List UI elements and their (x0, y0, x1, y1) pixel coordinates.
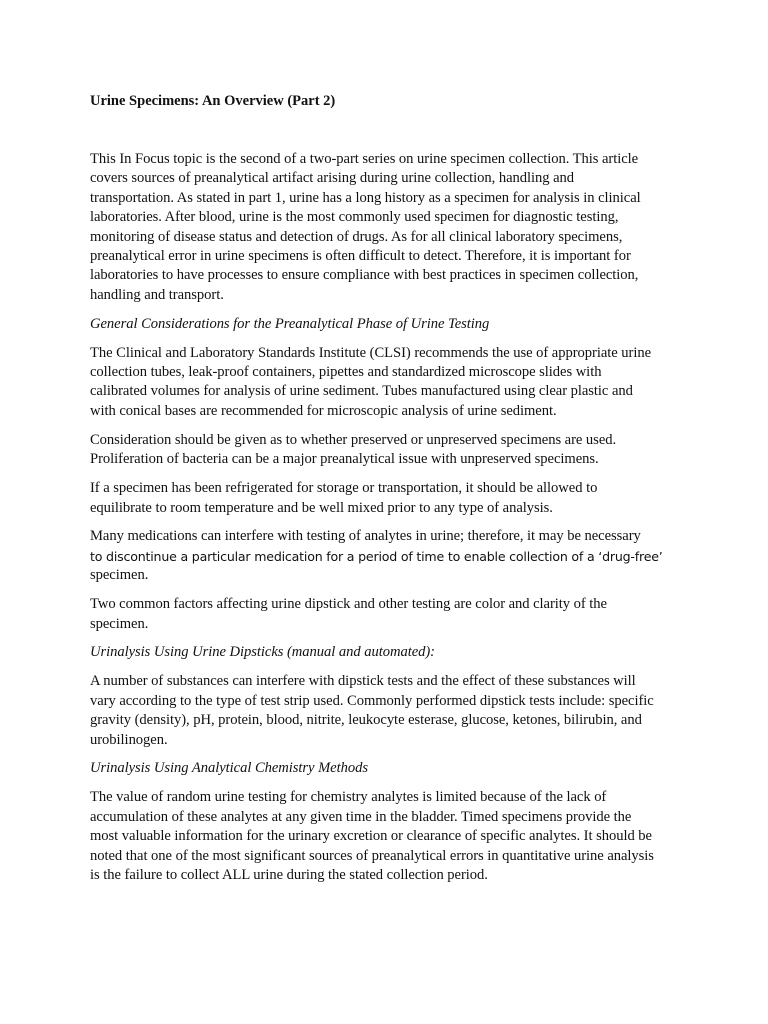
paragraph-line: laboratories to have processes to ensure compliance with best practices in specimen collection, (90, 267, 639, 284)
body-paragraph (90, 479, 690, 518)
section-heading (90, 759, 690, 778)
paragraph-line: vary according to the type of test strip used. Commonly performed dipstick tests include: specific (90, 692, 654, 709)
heading-text: Urinalysis Using Urine Dipsticks (manual and automated): (90, 644, 435, 661)
paragraph-line: The Clinical and Laboratory Standards Institute (CLSI) recommends the use of appropriate urine (90, 344, 652, 361)
paragraph-line: A number of substances can interfere with dipstick tests and the effect of these substances will (90, 673, 636, 690)
paragraph-line: noted that one of the most significant sources of preanalytical errors in quantitative urine analysis (90, 847, 654, 864)
paragraph-line: covers sources of preanalytical artifact arising during urine collection, handling and (90, 170, 575, 187)
paragraph-line: gravity (density), pH, protein, blood, nitrite, leukocyte esterase, glucose, ketones, bilirubin, and (90, 712, 642, 729)
body-paragraph (90, 344, 690, 422)
paragraph-line: If a specimen has been refrigerated for storage or transportation, it should be allowed to (90, 480, 598, 497)
paragraph-line: monitoring of disease status and detection of drugs. As for all clinical laboratory specimens, (90, 228, 623, 245)
paragraph-line: This In Focus topic is the second of a two-part series on urine specimen collection. This article (90, 151, 639, 167)
section-heading (90, 643, 690, 662)
paragraph-line: Two common factors affecting urine dipstick and other testing are color and clarity of the (90, 596, 607, 613)
paragraph-line: with conical bases are recommended for microscopic analysis of urine sediment. (90, 402, 557, 419)
paragraph-line: Many medications can interfere with testing of analytes in urine; therefore, it may be necessary (90, 528, 641, 545)
heading-text: General Considerations for the Preanalytical Phase of Urine Testing (90, 315, 490, 332)
paragraph-line: Consideration should be given as to whether preserved or unpreserved specimens are used. (90, 431, 617, 448)
paragraph-line: is the failure to collect ALL urine during the stated collection period. (90, 867, 488, 883)
paragraph-line: accumulation of these analytes at any given time in the bladder. Timed specimens provide the (90, 808, 632, 825)
paragraph-line: laboratories. After blood, urine is the most commonly used specimen for diagnostic testing, (90, 209, 619, 226)
body-paragraph (90, 527, 690, 585)
document-body (90, 150, 690, 895)
body-paragraph (90, 431, 690, 470)
paragraph-line: specimen. (90, 567, 149, 584)
paragraph-line: collection tubes, leak-proof containers, pipettes and standardized microscope slides with (90, 364, 602, 381)
document-title: Urine Specimens: An Overview (Part 2) (90, 93, 336, 109)
body-paragraph (90, 672, 690, 750)
paragraph-line: most valuable information for the urinary excretion or clearance of specific analytes. It should be (90, 828, 652, 845)
paragraph-line: urobilinogen. (90, 731, 168, 748)
paragraph-line: equilibrate to room temperature and be well mixed prior to any type of analysis. (90, 499, 553, 516)
paragraph-line: specimen. (90, 615, 149, 632)
section-heading (90, 315, 690, 334)
paragraph-line: calibrated volumes for analysis of urine sediment. Tubes manufactured using clear plastic and (90, 383, 633, 400)
body-paragraph (90, 595, 690, 634)
paragraph-line: The value of random urine testing for chemistry analytes is limited because of the lack of (90, 789, 607, 806)
paragraph-line: transportation. As stated in part 1, urine has a long history as a specimen for analysis in clinical (90, 189, 641, 206)
paragraph-line: Proliferation of bacteria can be a major preanalytical issue with unpreserved specimens. (90, 451, 599, 468)
heading-text: Urinalysis Using Analytical Chemistry Methods (90, 760, 368, 777)
body-paragraph (90, 788, 690, 885)
paragraph-line: handling and transport. (90, 286, 224, 303)
body-paragraph (90, 150, 690, 305)
paragraph-line: to discontinue a particular medication for a period of time to enable collection of a ‘drug-free’ (90, 548, 663, 564)
paragraph-line: preanalytical error in urine specimens is often difficult to detect. Therefore, it is important for (90, 248, 631, 265)
